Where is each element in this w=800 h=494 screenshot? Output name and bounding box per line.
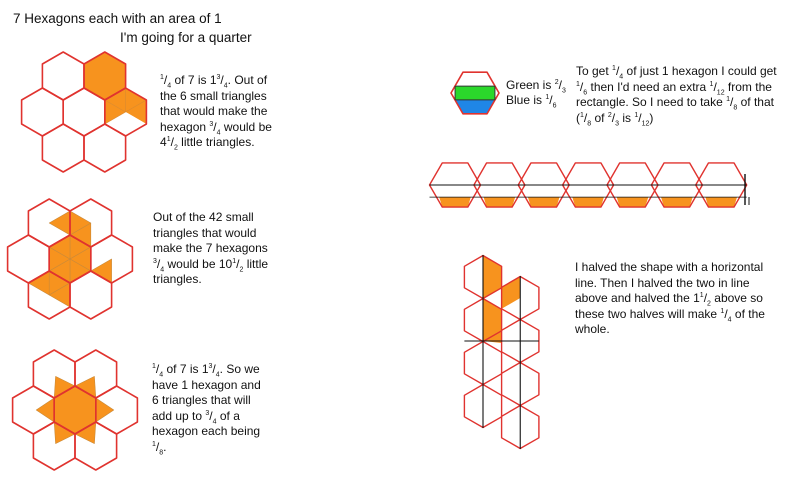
shaded-small-triangle [28, 271, 49, 295]
explanation-text-1: $^1/_4$ of 7 is $1^3/_4$. Out of the 6 small triangles that would make the hexagon $^3/_4$ would be $4^1/_2$ little triangles. [160, 73, 272, 152]
page-subtitle: I'm going for a quarter [120, 30, 252, 45]
shaded-triangle [36, 398, 54, 422]
explanation-text-4: To get $^1/_4$ of just 1 hexagon I could get $^1/_6$ then I'd need an extra $^1/_{12}$ from the rectangle. So I need to take $^1/_8$ of that ($^1/_8$ of $^2/_3$ is $^1/_{12}$) [576, 64, 777, 127]
shaded-strip [528, 197, 560, 207]
hexagon-outline [22, 88, 64, 136]
explanation-text-5: I halved the shape with a horizontal line. Then I halved the two in line above and halved the $1^1/_2$ above so these two halves will make $^1/_4$ of the whole. [575, 260, 765, 336]
shaded-strip [484, 197, 516, 207]
shaded-strip [617, 197, 649, 207]
shaded-strip [439, 197, 471, 207]
shaded-strip [661, 197, 693, 207]
shaded-small-triangle [49, 211, 70, 235]
legend-green-text: Green is $^2/_3$ [506, 78, 566, 95]
legend-blue-text: Blue is $^1/_6$ [506, 93, 557, 110]
shaded-small-triangle [91, 259, 112, 283]
hexagon-outline [42, 124, 84, 172]
shaded-strip [572, 197, 604, 207]
hexagon-outline [42, 52, 84, 100]
page-title: 7 Hexagons each with an area of 1 [13, 11, 222, 26]
shaded-triangle [96, 398, 114, 422]
explanation-text-2: Out of the 42 small triangles that would make the 7 hexagons $^3/_4$ would be $10^1/_2$ little triangles. [153, 210, 269, 286]
explanation-text-3: $^1/_4$ of 7 is $1^3/_4$. So we have 1 hexagon and 6 triangles that will add up to $^3/_4$ of a hexagon each being $^1/_8$. [152, 362, 261, 456]
shaded-strip [705, 197, 737, 207]
shaded-half-hexagon [483, 256, 502, 299]
green-rectangle [455, 86, 495, 100]
